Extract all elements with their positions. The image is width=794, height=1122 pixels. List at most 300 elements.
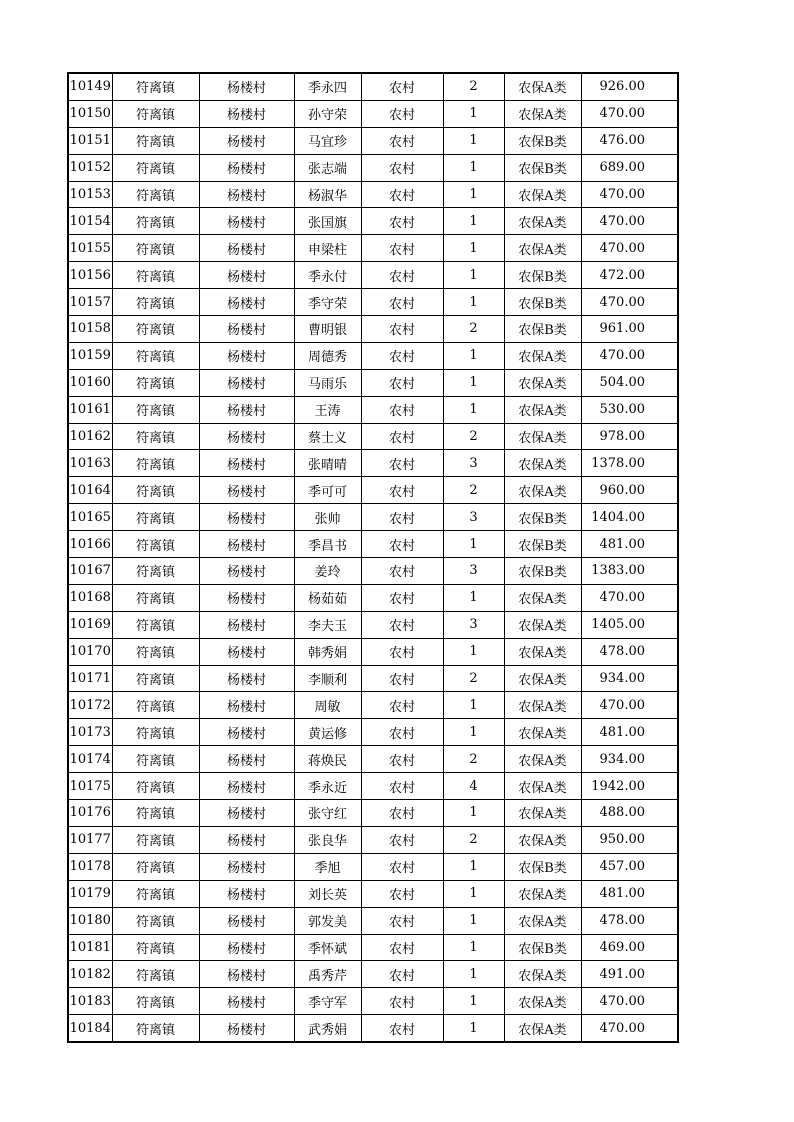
cell-household-count: 1 (443, 208, 504, 235)
cell-type: 农村 (361, 477, 443, 504)
cell-id: 10164 (68, 477, 112, 504)
table-row (68, 477, 678, 504)
cell-type: 农村 (361, 73, 443, 100)
cell-id: 10161 (68, 396, 112, 423)
cell-household-count: 1 (443, 1015, 504, 1042)
cell-village: 杨楼村 (199, 396, 294, 423)
cell-village: 杨楼村 (199, 289, 294, 316)
cell-household-count: 2 (443, 665, 504, 692)
cell-amount: 470.00 (581, 289, 678, 316)
cell-type: 农村 (361, 961, 443, 988)
cell-amount: 478.00 (581, 638, 678, 665)
cell-name: 王涛 (294, 396, 361, 423)
cell-category: 农保A类 (504, 235, 581, 262)
cell-amount: 481.00 (581, 880, 678, 907)
cell-town: 符离镇 (112, 531, 199, 558)
table-row (68, 719, 678, 746)
cell-village: 杨楼村 (199, 181, 294, 208)
table-row (68, 692, 678, 719)
cell-amount: 504.00 (581, 369, 678, 396)
cell-household-count: 1 (443, 988, 504, 1015)
cell-name: 季旭 (294, 853, 361, 880)
table-row (68, 396, 678, 423)
cell-id: 10179 (68, 880, 112, 907)
table-row (68, 154, 678, 181)
cell-id: 10167 (68, 558, 112, 585)
cell-town: 符离镇 (112, 584, 199, 611)
cell-amount: 470.00 (581, 692, 678, 719)
cell-amount: 1405.00 (581, 611, 678, 638)
cell-name: 申梁柱 (294, 235, 361, 262)
cell-town: 符离镇 (112, 396, 199, 423)
cell-household-count: 4 (443, 773, 504, 800)
cell-name: 张晴晴 (294, 450, 361, 477)
cell-name: 马雨乐 (294, 369, 361, 396)
table-row (68, 262, 678, 289)
cell-name: 刘长英 (294, 880, 361, 907)
cell-name: 李顺利 (294, 665, 361, 692)
cell-category: 农保A类 (504, 907, 581, 934)
cell-category: 农保A类 (504, 396, 581, 423)
table-row (68, 504, 678, 531)
cell-id: 10180 (68, 907, 112, 934)
cell-village: 杨楼村 (199, 826, 294, 853)
cell-type: 农村 (361, 289, 443, 316)
cell-category: 农保A类 (504, 423, 581, 450)
cell-id: 10176 (68, 800, 112, 827)
cell-name: 张志端 (294, 154, 361, 181)
cell-name: 季永付 (294, 262, 361, 289)
cell-type: 农村 (361, 450, 443, 477)
cell-name: 武秀娟 (294, 1015, 361, 1042)
table-row (68, 638, 678, 665)
table-row (68, 289, 678, 316)
cell-name: 姜玲 (294, 558, 361, 585)
cell-village: 杨楼村 (199, 907, 294, 934)
cell-amount: 950.00 (581, 826, 678, 853)
cell-town: 符离镇 (112, 611, 199, 638)
cell-household-count: 1 (443, 396, 504, 423)
table-row (68, 988, 678, 1015)
cell-household-count: 1 (443, 584, 504, 611)
cell-village: 杨楼村 (199, 853, 294, 880)
cell-type: 农村 (361, 934, 443, 961)
cell-village: 杨楼村 (199, 611, 294, 638)
cell-name: 季守军 (294, 988, 361, 1015)
cell-town: 符离镇 (112, 477, 199, 504)
cell-category: 农保A类 (504, 988, 581, 1015)
cell-amount: 470.00 (581, 584, 678, 611)
cell-amount: 481.00 (581, 719, 678, 746)
cell-amount: 934.00 (581, 746, 678, 773)
cell-amount: 470.00 (581, 235, 678, 262)
cell-town: 符离镇 (112, 826, 199, 853)
cell-type: 农村 (361, 1015, 443, 1042)
table-row (68, 746, 678, 773)
cell-id: 10182 (68, 961, 112, 988)
cell-id: 10156 (68, 262, 112, 289)
cell-household-count: 1 (443, 907, 504, 934)
cell-village: 杨楼村 (199, 208, 294, 235)
cell-name: 季可可 (294, 477, 361, 504)
cell-type: 农村 (361, 853, 443, 880)
cell-household-count: 1 (443, 181, 504, 208)
cell-town: 符离镇 (112, 154, 199, 181)
cell-town: 符离镇 (112, 262, 199, 289)
cell-id: 10178 (68, 853, 112, 880)
table-row (68, 934, 678, 961)
cell-type: 农村 (361, 396, 443, 423)
table-row (68, 880, 678, 907)
cell-town: 符离镇 (112, 907, 199, 934)
cell-amount: 960.00 (581, 477, 678, 504)
cell-category: 农保B类 (504, 853, 581, 880)
cell-household-count: 1 (443, 289, 504, 316)
cell-id: 10172 (68, 692, 112, 719)
cell-type: 农村 (361, 826, 443, 853)
table-row (68, 316, 678, 343)
cell-amount: 472.00 (581, 262, 678, 289)
cell-category: 农保B类 (504, 127, 581, 154)
table-row (68, 369, 678, 396)
cell-household-count: 3 (443, 504, 504, 531)
cell-town: 符离镇 (112, 316, 199, 343)
cell-household-count: 2 (443, 73, 504, 100)
cell-household-count: 2 (443, 423, 504, 450)
cell-type: 农村 (361, 262, 443, 289)
cell-amount: 689.00 (581, 154, 678, 181)
cell-id: 10170 (68, 638, 112, 665)
cell-town: 符离镇 (112, 235, 199, 262)
cell-name: 季昌书 (294, 531, 361, 558)
cell-village: 杨楼村 (199, 342, 294, 369)
cell-category: 农保A类 (504, 800, 581, 827)
cell-village: 杨楼村 (199, 531, 294, 558)
cell-amount: 470.00 (581, 988, 678, 1015)
table-row (68, 100, 678, 127)
cell-village: 杨楼村 (199, 934, 294, 961)
table-row (68, 531, 678, 558)
cell-type: 农村 (361, 988, 443, 1015)
table-row (68, 665, 678, 692)
cell-town: 符离镇 (112, 638, 199, 665)
cell-amount: 961.00 (581, 316, 678, 343)
cell-id: 10149 (68, 73, 112, 100)
cell-village: 杨楼村 (199, 961, 294, 988)
cell-household-count: 3 (443, 611, 504, 638)
table-row (68, 961, 678, 988)
cell-id: 10184 (68, 1015, 112, 1042)
cell-amount: 1942.00 (581, 773, 678, 800)
cell-town: 符离镇 (112, 73, 199, 100)
cell-type: 农村 (361, 773, 443, 800)
cell-village: 杨楼村 (199, 988, 294, 1015)
cell-town: 符离镇 (112, 665, 199, 692)
cell-category: 农保B类 (504, 558, 581, 585)
cell-town: 符离镇 (112, 558, 199, 585)
cell-id: 10165 (68, 504, 112, 531)
cell-town: 符离镇 (112, 880, 199, 907)
cell-village: 杨楼村 (199, 692, 294, 719)
cell-type: 农村 (361, 558, 443, 585)
cell-village: 杨楼村 (199, 638, 294, 665)
cell-type: 农村 (361, 423, 443, 450)
cell-id: 10183 (68, 988, 112, 1015)
table-row (68, 558, 678, 585)
cell-id: 10153 (68, 181, 112, 208)
cell-type: 农村 (361, 504, 443, 531)
cell-category: 农保A类 (504, 746, 581, 773)
cell-village: 杨楼村 (199, 450, 294, 477)
cell-category: 农保A类 (504, 477, 581, 504)
cell-amount: 481.00 (581, 531, 678, 558)
cell-village: 杨楼村 (199, 746, 294, 773)
cell-name: 杨淑华 (294, 181, 361, 208)
cell-household-count: 1 (443, 531, 504, 558)
cell-village: 杨楼村 (199, 504, 294, 531)
cell-amount: 1383.00 (581, 558, 678, 585)
cell-name: 黄运修 (294, 719, 361, 746)
cell-name: 孙守荣 (294, 100, 361, 127)
cell-town: 符离镇 (112, 1015, 199, 1042)
cell-type: 农村 (361, 235, 443, 262)
cell-town: 符离镇 (112, 773, 199, 800)
cell-type: 农村 (361, 638, 443, 665)
cell-id: 10173 (68, 719, 112, 746)
cell-type: 农村 (361, 611, 443, 638)
cell-household-count: 3 (443, 450, 504, 477)
cell-town: 符离镇 (112, 100, 199, 127)
cell-id: 10174 (68, 746, 112, 773)
cell-category: 农保A类 (504, 773, 581, 800)
cell-town: 符离镇 (112, 289, 199, 316)
cell-household-count: 2 (443, 477, 504, 504)
cell-household-count: 1 (443, 961, 504, 988)
cell-id: 10169 (68, 611, 112, 638)
table-row (68, 450, 678, 477)
cell-id: 10163 (68, 450, 112, 477)
cell-name: 季永近 (294, 773, 361, 800)
table-body (68, 73, 678, 1042)
cell-household-count: 1 (443, 692, 504, 719)
cell-id: 10162 (68, 423, 112, 450)
cell-village: 杨楼村 (199, 73, 294, 100)
cell-id: 10150 (68, 100, 112, 127)
table-row (68, 826, 678, 853)
table-row (68, 208, 678, 235)
cell-household-count: 1 (443, 638, 504, 665)
cell-town: 符离镇 (112, 961, 199, 988)
cell-id: 10151 (68, 127, 112, 154)
table-row (68, 127, 678, 154)
cell-town: 符离镇 (112, 800, 199, 827)
cell-town: 符离镇 (112, 208, 199, 235)
cell-type: 农村 (361, 531, 443, 558)
cell-amount: 926.00 (581, 73, 678, 100)
cell-category: 农保B类 (504, 531, 581, 558)
cell-id: 10158 (68, 316, 112, 343)
cell-village: 杨楼村 (199, 369, 294, 396)
cell-household-count: 3 (443, 558, 504, 585)
cell-type: 农村 (361, 127, 443, 154)
cell-town: 符离镇 (112, 423, 199, 450)
cell-category: 农保A类 (504, 342, 581, 369)
cell-category: 农保A类 (504, 369, 581, 396)
cell-type: 农村 (361, 907, 443, 934)
cell-household-count: 2 (443, 746, 504, 773)
cell-amount: 476.00 (581, 127, 678, 154)
cell-id: 10154 (68, 208, 112, 235)
cell-type: 农村 (361, 746, 443, 773)
cell-amount: 470.00 (581, 208, 678, 235)
cell-category: 农保A类 (504, 100, 581, 127)
cell-category: 农保A类 (504, 826, 581, 853)
cell-name: 曹明银 (294, 316, 361, 343)
cell-household-count: 1 (443, 934, 504, 961)
cell-household-count: 2 (443, 316, 504, 343)
cell-category: 农保B类 (504, 316, 581, 343)
cell-category: 农保A类 (504, 692, 581, 719)
cell-category: 农保A类 (504, 584, 581, 611)
cell-name: 季永四 (294, 73, 361, 100)
cell-village: 杨楼村 (199, 100, 294, 127)
cell-type: 农村 (361, 880, 443, 907)
cell-type: 农村 (361, 154, 443, 181)
cell-household-count: 1 (443, 100, 504, 127)
cell-household-count: 1 (443, 342, 504, 369)
cell-name: 韩秀娟 (294, 638, 361, 665)
cell-household-count: 1 (443, 880, 504, 907)
cell-category: 农保B类 (504, 289, 581, 316)
cell-category: 农保A类 (504, 719, 581, 746)
cell-household-count: 1 (443, 800, 504, 827)
cell-village: 杨楼村 (199, 584, 294, 611)
cell-id: 10175 (68, 773, 112, 800)
table-row (68, 1015, 678, 1042)
cell-id: 10181 (68, 934, 112, 961)
cell-amount: 470.00 (581, 181, 678, 208)
cell-town: 符离镇 (112, 719, 199, 746)
beneficiary-table (67, 72, 679, 1043)
cell-amount: 934.00 (581, 665, 678, 692)
cell-name: 周敏 (294, 692, 361, 719)
table-row (68, 342, 678, 369)
cell-village: 杨楼村 (199, 477, 294, 504)
cell-household-count: 2 (443, 826, 504, 853)
cell-village: 杨楼村 (199, 719, 294, 746)
cell-name: 张帅 (294, 504, 361, 531)
cell-town: 符离镇 (112, 127, 199, 154)
cell-name: 周德秀 (294, 342, 361, 369)
cell-town: 符离镇 (112, 746, 199, 773)
table-row (68, 181, 678, 208)
cell-amount: 1378.00 (581, 450, 678, 477)
cell-village: 杨楼村 (199, 154, 294, 181)
cell-village: 杨楼村 (199, 665, 294, 692)
cell-household-count: 1 (443, 853, 504, 880)
table-row (68, 423, 678, 450)
cell-category: 农保A类 (504, 208, 581, 235)
cell-village: 杨楼村 (199, 316, 294, 343)
cell-village: 杨楼村 (199, 262, 294, 289)
cell-category: 农保A类 (504, 73, 581, 100)
cell-id: 10152 (68, 154, 112, 181)
cell-name: 季怀斌 (294, 934, 361, 961)
cell-town: 符离镇 (112, 853, 199, 880)
cell-category: 农保A类 (504, 450, 581, 477)
cell-amount: 470.00 (581, 1015, 678, 1042)
cell-id: 10177 (68, 826, 112, 853)
cell-village: 杨楼村 (199, 773, 294, 800)
cell-category: 农保A类 (504, 638, 581, 665)
cell-amount: 470.00 (581, 342, 678, 369)
cell-category: 农保A类 (504, 181, 581, 208)
cell-category: 农保B类 (504, 504, 581, 531)
cell-town: 符离镇 (112, 181, 199, 208)
cell-amount: 978.00 (581, 423, 678, 450)
cell-name: 李夫玉 (294, 611, 361, 638)
table-row (68, 907, 678, 934)
cell-town: 符离镇 (112, 342, 199, 369)
cell-village: 杨楼村 (199, 880, 294, 907)
cell-amount: 469.00 (581, 934, 678, 961)
cell-town: 符离镇 (112, 504, 199, 531)
cell-name: 张良华 (294, 826, 361, 853)
cell-category: 农保A类 (504, 961, 581, 988)
cell-type: 农村 (361, 100, 443, 127)
cell-village: 杨楼村 (199, 235, 294, 262)
cell-village: 杨楼村 (199, 423, 294, 450)
cell-id: 10166 (68, 531, 112, 558)
cell-category: 农保B类 (504, 934, 581, 961)
cell-type: 农村 (361, 692, 443, 719)
table-row (68, 611, 678, 638)
cell-type: 农村 (361, 316, 443, 343)
cell-id: 10171 (68, 665, 112, 692)
cell-name: 张守红 (294, 800, 361, 827)
cell-town: 符离镇 (112, 988, 199, 1015)
cell-household-count: 1 (443, 154, 504, 181)
cell-town: 符离镇 (112, 692, 199, 719)
cell-id: 10157 (68, 289, 112, 316)
cell-village: 杨楼村 (199, 558, 294, 585)
cell-amount: 457.00 (581, 853, 678, 880)
cell-amount: 530.00 (581, 396, 678, 423)
table-row (68, 584, 678, 611)
cell-type: 农村 (361, 369, 443, 396)
cell-amount: 1404.00 (581, 504, 678, 531)
cell-amount: 488.00 (581, 800, 678, 827)
cell-type: 农村 (361, 665, 443, 692)
cell-household-count: 1 (443, 262, 504, 289)
cell-category: 农保A类 (504, 665, 581, 692)
cell-name: 马宜珍 (294, 127, 361, 154)
cell-name: 蔡士义 (294, 423, 361, 450)
table-row (68, 800, 678, 827)
cell-id: 10159 (68, 342, 112, 369)
cell-household-count: 1 (443, 719, 504, 746)
cell-amount: 491.00 (581, 961, 678, 988)
cell-name: 禹秀芹 (294, 961, 361, 988)
cell-category: 农保A类 (504, 611, 581, 638)
cell-category: 农保A类 (504, 1015, 581, 1042)
table-row (68, 73, 678, 100)
cell-type: 农村 (361, 800, 443, 827)
cell-name: 杨茹茹 (294, 584, 361, 611)
cell-id: 10168 (68, 584, 112, 611)
cell-id: 10160 (68, 369, 112, 396)
cell-category: 农保B类 (504, 262, 581, 289)
